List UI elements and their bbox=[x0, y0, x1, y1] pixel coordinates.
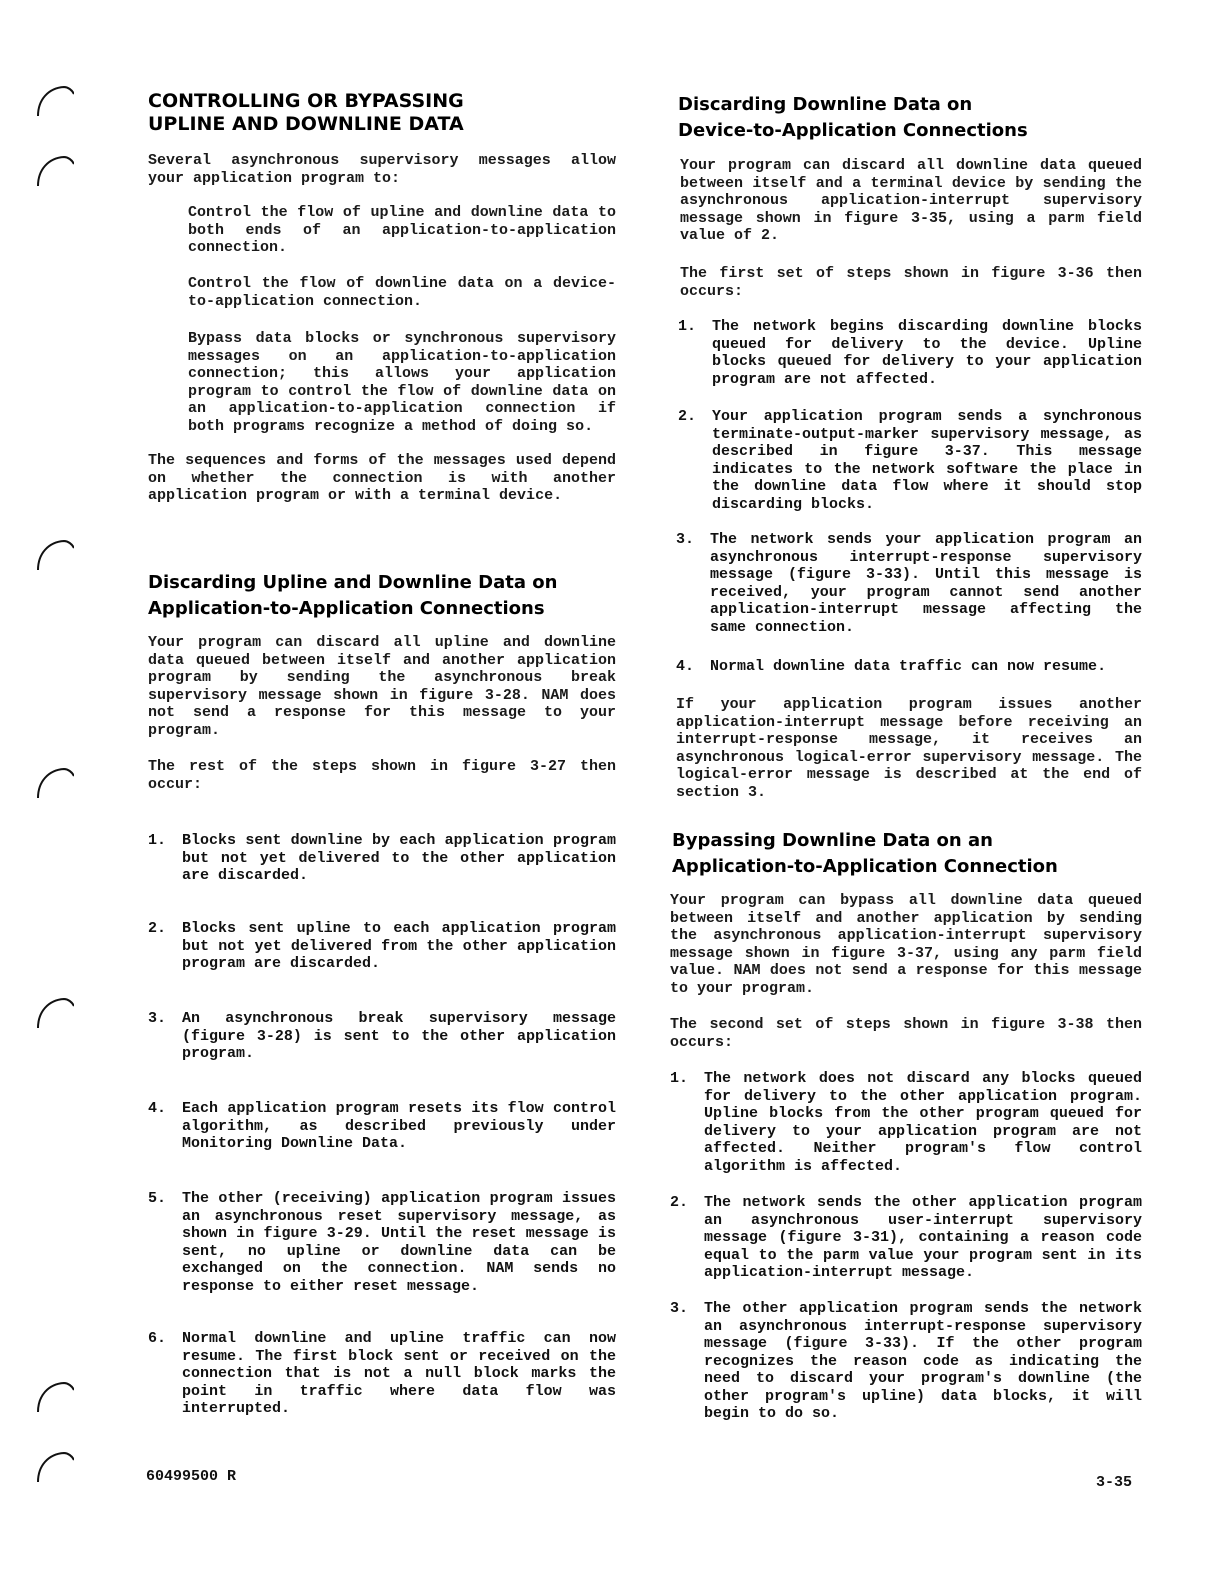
list-item-text: Normal downline and upline traffic can now resume. The first block sent or received on the connection that is not a null block marks the point in traffic where data flow was interrupted. bbox=[182, 1330, 616, 1417]
logical-error-paragraph: If your application program issues another application-interrupt message before receiving an interrupt-response message, it receives an asynchronous logical-error supervisory message. The logical-error message is described at the end of section 3. bbox=[676, 696, 1142, 801]
list-item-text: The network sends the other application program an asynchronous user-interrupt supervisory message (figure 3-31), containing a reason code equal to the parm value your program sent in its application-interrupt message. bbox=[704, 1194, 1142, 1281]
binder-hole-mark bbox=[34, 152, 74, 192]
binder-hole-mark bbox=[34, 1378, 74, 1418]
page-heading-line2: UPLINE AND DOWNLINE DATA bbox=[148, 113, 464, 135]
steps-intro-paragraph: The second set of steps shown in figure 3-38 then occurs: bbox=[670, 1016, 1142, 1051]
list-item-number: 1. bbox=[670, 1070, 689, 1087]
bullet-paragraph: Control the flow of downline data on a device-to-application connection. bbox=[188, 275, 616, 310]
steps-intro-paragraph: The first set of steps shown in figure 3-36 then occurs: bbox=[680, 265, 1142, 300]
section-heading-line2: Device-to-Application Connections bbox=[678, 120, 1028, 141]
list-item-text: Normal downline data traffic can now resume. bbox=[710, 658, 1107, 675]
sequences-paragraph: The sequences and forms of the messages used depend on whether the connection is with another application program or with a terminal device. bbox=[148, 452, 616, 504]
list-item-number: 1. bbox=[678, 318, 697, 335]
section-heading bbox=[672, 828, 1142, 880]
list-item-text: The network begins discarding downline blocks queued for delivery to the device. Upline blocks queued for delivery to your application program are not affected. bbox=[712, 318, 1142, 388]
list-item-text: Each application program resets its flow control algorithm, as described previously under Monitoring Downline Data. bbox=[182, 1100, 616, 1152]
section-heading bbox=[148, 570, 616, 622]
section-heading-line1: Bypassing Downline Data on an bbox=[672, 830, 993, 851]
list-item-text: The network sends your application program an asynchronous interrupt-response supervisory message (figure 3-33). Until this message is received, your program cannot send another application-interrupt message affecting the same connection. bbox=[710, 531, 1142, 636]
section-heading-line2: Application-to-Application Connections bbox=[148, 598, 545, 619]
list-item-number: 4. bbox=[676, 658, 695, 675]
list-item-text: The network does not discard any blocks queued for delivery to the other application program. Upline blocks from the other program queued for delivery to your application program are not affected. Neither program's flow control algorithm is affected. bbox=[704, 1070, 1142, 1175]
binder-hole-mark bbox=[34, 764, 74, 804]
list-item-number: 2. bbox=[678, 408, 697, 425]
section-heading bbox=[678, 92, 1142, 144]
section-heading-line1: Discarding Upline and Downline Data on bbox=[148, 572, 558, 593]
bullet-paragraph: Bypass data blocks or synchronous supervisory messages on an application-to-application connection; this allows your application program to control the flow of downline data on an application-to-application connection if both programs recognize a method of doing so. bbox=[188, 330, 616, 435]
list-item-number: 5. bbox=[148, 1190, 167, 1207]
section-heading-line2: Application-to-Application Connection bbox=[672, 856, 1058, 877]
page-number: 3-35 bbox=[1096, 1474, 1133, 1491]
list-item-text: The other application program sends the network an asynchronous interrupt-response supervisory message (figure 3-33). If the other program recognizes the reason code as indicating the need to discard your program's downline (the other program's upline) data blocks, it will begin to do so. bbox=[704, 1300, 1142, 1422]
steps-intro-paragraph: The rest of the steps shown in figure 3-27 then occur: bbox=[148, 758, 616, 793]
intro-paragraph: Several asynchronous supervisory messages allow your application program to: bbox=[148, 152, 616, 187]
list-item-text: An asynchronous break supervisory message (figure 3-28) is sent to the other application program. bbox=[182, 1010, 616, 1062]
list-item-number: 3. bbox=[676, 531, 695, 548]
list-item-number: 2. bbox=[670, 1194, 689, 1211]
section-paragraph: Your program can bypass all downline data queued between itself and another application by sending the asynchronous application-interrupt supervisory message shown in figure 3-37, using any parm field value. NAM does not send a response for this message to your program. bbox=[670, 892, 1142, 997]
bullet-paragraph: Control the flow of upline and downline data to both ends of an application-to-application connection. bbox=[188, 204, 616, 256]
list-item-text: Your application program sends a synchronous terminate-output-marker supervisory message, as described in figure 3-37. This message indicates to the network software the place in the downline data flow where it should stop discarding blocks. bbox=[712, 408, 1142, 513]
list-item-number: 1. bbox=[148, 832, 167, 849]
list-item-number: 4. bbox=[148, 1100, 167, 1117]
list-item-number: 3. bbox=[148, 1010, 167, 1027]
section-paragraph: Your program can discard all upline and downline data queued between itself and another application program by sending the asynchronous break supervisory message shown in figure 3-28. NAM does not send a response for this message to your program. bbox=[148, 634, 616, 739]
section-heading-line1: Discarding Downline Data on bbox=[678, 94, 973, 115]
binder-hole-mark bbox=[34, 994, 74, 1034]
binder-hole-mark bbox=[34, 536, 74, 576]
list-item-number: 6. bbox=[148, 1330, 167, 1347]
document-number: 60499500 R bbox=[146, 1468, 237, 1485]
page-heading bbox=[148, 90, 616, 136]
binder-hole-mark bbox=[34, 1448, 74, 1488]
list-item-text: Blocks sent upline to each application program but not yet delivered from the other application program are discarded. bbox=[182, 920, 616, 972]
list-item-text: Blocks sent downline by each application program but not yet delivered to the other application are discarded. bbox=[182, 832, 616, 884]
page-heading-line1: CONTROLLING OR BYPASSING bbox=[148, 90, 464, 112]
binder-hole-mark bbox=[34, 82, 74, 122]
list-item-number: 3. bbox=[670, 1300, 689, 1317]
list-item-text: The other (receiving) application program issues an asynchronous reset supervisory message, as shown in figure 3-29. Until the reset message is sent, no upline or downline data can be exchanged on the connection. NAM sends no response to either reset message. bbox=[182, 1190, 616, 1295]
section-paragraph: Your program can discard all downline data queued between itself and a terminal device by sending the asynchronous application-interrupt supervisory message shown in figure 3-35, using a parm field value of 2. bbox=[680, 157, 1142, 244]
list-item-number: 2. bbox=[148, 920, 167, 937]
